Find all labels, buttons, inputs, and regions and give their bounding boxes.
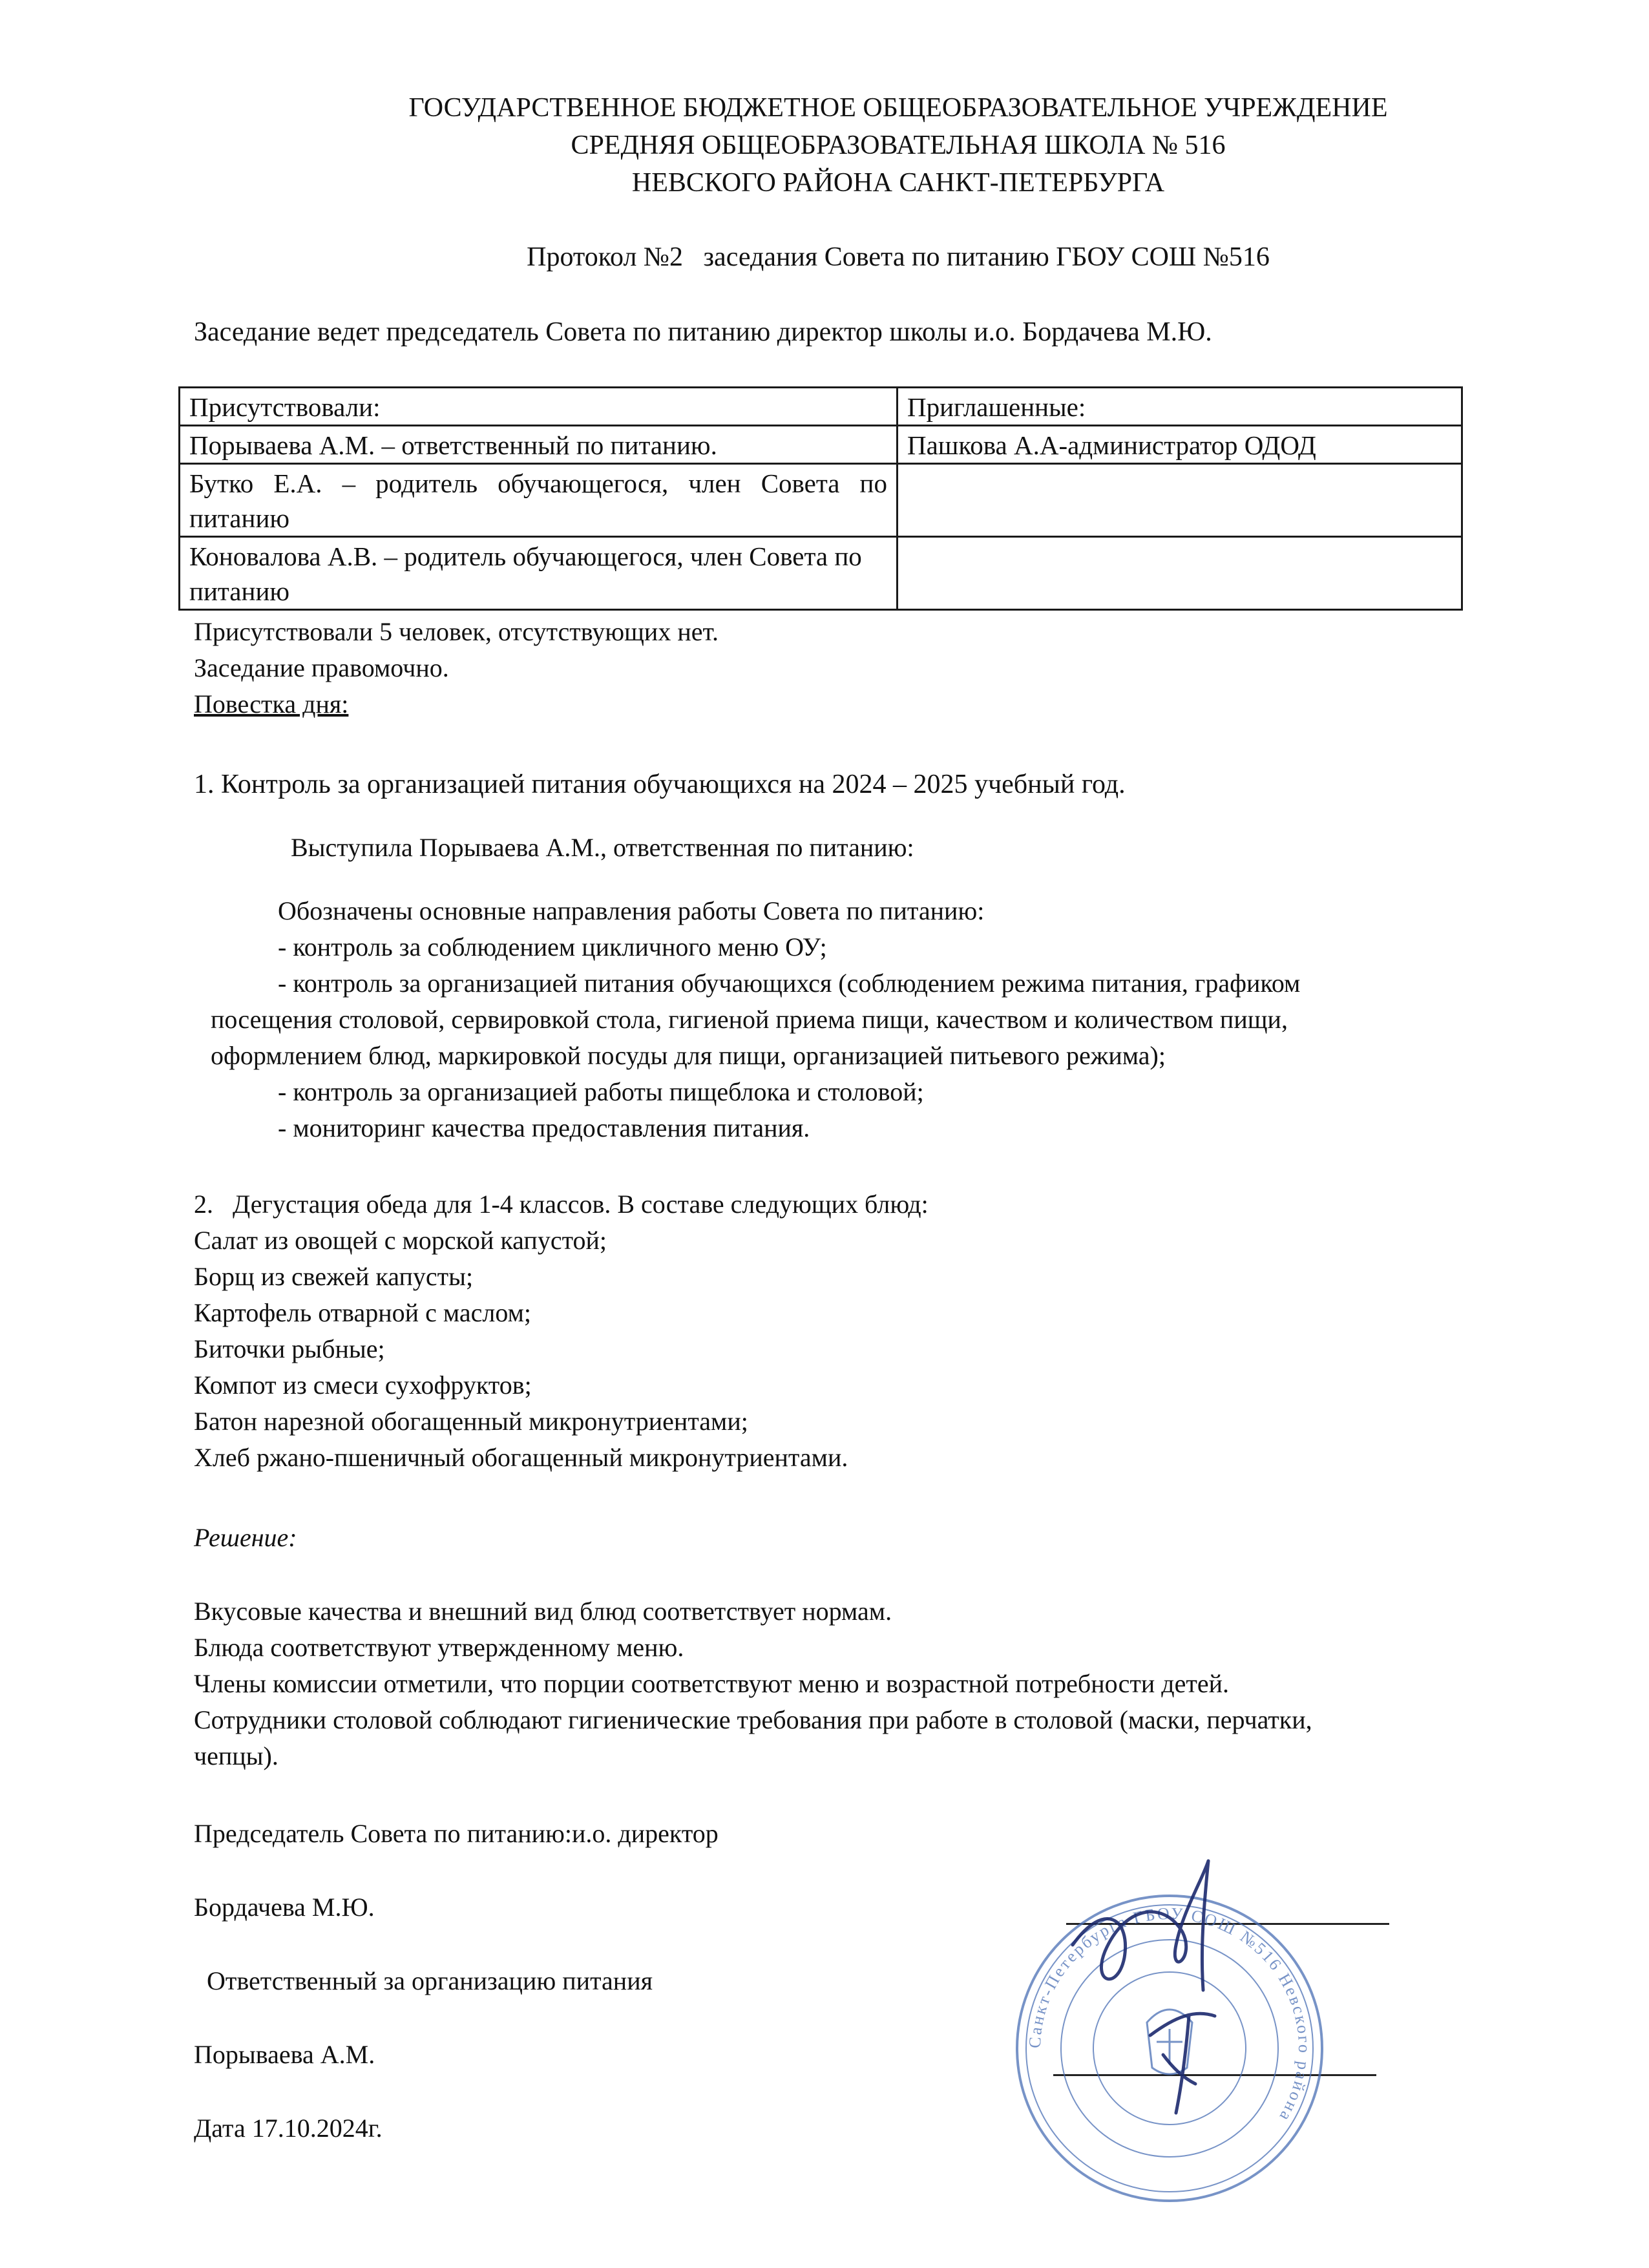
header-line-1: ГОСУДАРСТВЕННОЕ БЮДЖЕТНОЕ ОБЩЕОБРАЗОВАТЕЛЬНОЕ УЧРЕЖДЕНИЕ [408,93,1388,123]
responsible-name: Порываева А.М. [194,2040,375,2069]
item1-intro: Обозначены основные направления работы Совета по питанию: [278,896,985,925]
table-row [180,464,1462,537]
decision-line-3: Члены комиссии отметили, что порции соответствуют меню и возрастной потребности детей. [194,1669,1230,1698]
attendance-count: Присутствовали 5 человек, отсутствующих нет. [194,617,719,646]
protocol-title: Протокол №2 заседания Совета по питанию ГБОУ СОШ №516 [527,242,1270,272]
invited-cell [898,464,1462,537]
table-row [180,537,1462,610]
header-line-2: СРЕДНЯЯ ОБЩЕОБРАЗОВАТЕЛЬНАЯ ШКОЛА № 516 [571,131,1226,160]
item1-bullet-3: - контроль за организацией работы пищеблока и столовой; [278,1077,924,1106]
document-header [194,89,1602,202]
item1-bullet-2-line-2: посещения столовой, сервировкой стола, гигиеной приема пищи, качеством и количеством пищи, [211,1005,1288,1034]
chair-name: Бордачева М.Ю. [194,1893,375,1922]
list-item: Биточки рыбные; [194,1334,385,1363]
signature-block [194,1816,1590,2147]
chair-title: Председатель Совета по питанию:и.о. директор [194,1819,719,1848]
decision-block [194,1520,1590,1774]
header-line-3: НЕВСКОГО РАЙОНА САНКТ-ПЕТЕРБУРГА [631,168,1165,198]
decision-line-4: Сотрудники столовой соблюдают гигиенические требования при работе в столовой (маски, перчатки, [194,1705,1312,1734]
document-date: Дата 17.10.2024г. [194,2114,383,2143]
item2-title: 2. Дегустация обеда для 1-4 классов. В составе следующих блюд: [194,1190,929,1219]
list-item: Компот из смеси сухофруктов; [194,1370,532,1400]
decision-line-5: чепцы). [194,1741,278,1770]
item1-bullet-2-line-3: оформлением блюд, маркировкой посуды для пищи, организацией питьевого режима); [211,1041,1166,1070]
list-item: Хлеб ржано-пшеничный обогащенный микронутриентами. [194,1443,848,1472]
invited-cell: Пашкова А.А-администратор ОДОД [898,426,1462,464]
item1-bullet-4: - мониторинг качества предоставления питания. [278,1113,810,1142]
item1-bullet-2-line-1: - контроль за организацией питания обучающихся (соблюдением режима питания, графиком [278,969,1301,998]
agenda-item-1 [194,766,1590,1146]
seal-text: Санкт-Петербурга ГБОУ СОШ №516 Невского района [1025,1904,1314,2126]
responsible-title: Ответственный за организацию питания [207,1966,653,1995]
list-item: Картофель отварной с маслом; [194,1298,532,1327]
present-header: Присутствовали: [180,388,898,426]
invited-header: Приглашенные: [898,388,1462,426]
decision-line-2: Блюда соответствуют утвержденному меню. [194,1633,684,1662]
item1-bullet-1: - контроль за соблюдением цикличного меню ОУ; [278,932,827,961]
decision-line-1: Вкусовые качества и внешний вид блюд соответствует нормам. [194,1597,892,1626]
table-row [180,388,1462,426]
attendance-table [178,386,1463,611]
meeting-lead: Заседание ведет председатель Совета по питанию директор школы и.о. Бордачева М.Ю. [194,317,1212,347]
quorum-note: Заседание правомочно. [194,653,449,682]
present-cell: Бутко Е.А. – родитель обучающегося, член Совета по питанию [180,464,898,537]
list-item: Борщ из свежей капусты; [194,1262,474,1291]
decision-label: Решение: [194,1523,297,1552]
agenda-label: Повестка дня: [194,689,349,719]
summary-block [194,614,1590,722]
item1-title: 1. Контроль за организацией питания обучающихся на 2024 – 2025 учебный год. [194,770,1126,799]
item1-speaker: Выступила Порываева А.М., ответственная по питанию: [291,833,914,862]
agenda-item-2 [194,1186,1590,1476]
invited-cell [898,537,1462,610]
list-item: Салат из овощей с морской капустой; [194,1226,607,1255]
present-cell: Порываева А.М. – ответственный по питанию. [180,426,898,464]
handwritten-signature [1034,1822,1305,2126]
list-item: Батон нарезной обогащенный микронутриентами; [194,1407,748,1436]
present-cell: Коновалова А.В. – родитель обучающегося, член Совета по питанию [180,537,898,610]
table-row [180,426,1462,464]
